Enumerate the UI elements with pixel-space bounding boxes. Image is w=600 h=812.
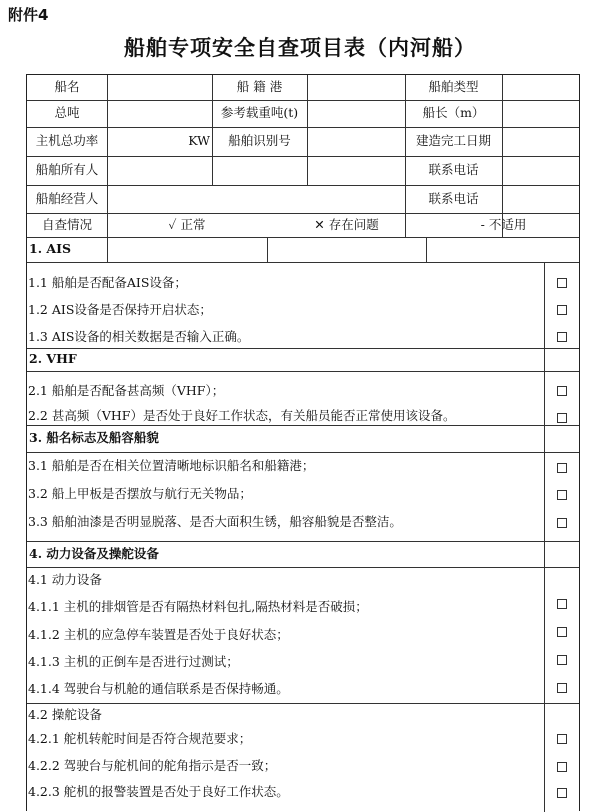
operator-phone-label: 联系电话	[428, 190, 479, 206]
self-check-label: 自查情况	[41, 216, 92, 232]
check-box[interactable]	[557, 655, 567, 665]
owner-phone-label: 联系电话	[428, 162, 479, 178]
section-title: 2. VHF	[29, 351, 77, 367]
legend-normal: ✓ 正常	[168, 216, 206, 232]
list-item: 2.2 甚高频（VHF）是否处于良好工作状态，有关船员能否正常使用该设备。	[28, 407, 456, 423]
check-box[interactable]	[557, 386, 567, 396]
list-item: 4.1.1 主机的排烟管是否有隔热材料包扎,隔热材料是否破损；	[28, 598, 368, 614]
ship-name-label: 船名	[54, 79, 80, 95]
ref-deadweight-label: 参考载重吨(t)	[220, 105, 299, 121]
check-box[interactable]	[557, 463, 567, 473]
check-box[interactable]	[557, 490, 567, 500]
list-item: 1.3 AIS设备的相关数据是否输入正确。	[28, 328, 250, 344]
subsection-title: 4.2 操舵设备	[28, 706, 102, 722]
legend-problem: ✕ 存在问题	[314, 216, 379, 232]
check-box[interactable]	[557, 332, 567, 342]
list-item: 4.1.4 驾驶台与机舱的通信联系是否保持畅通。	[28, 680, 289, 696]
build-date-label: 建造完工日期	[415, 133, 491, 149]
check-box[interactable]	[557, 305, 567, 315]
list-item: 1.1 船舶是否配备AIS设备；	[28, 274, 187, 290]
kw-unit: KW	[188, 133, 210, 149]
main-engine-power-label: 主机总功率	[35, 133, 99, 149]
owner-label: 船舶所有人	[35, 162, 99, 178]
ship-id-label: 船舶识别号	[228, 133, 291, 149]
check-box[interactable]	[557, 413, 567, 423]
check-box[interactable]	[557, 762, 567, 772]
section-title: 4. 动力设备及操舵设备	[29, 545, 159, 561]
attachment-label: 附件4	[8, 6, 49, 24]
list-item: 3.1 船舶是否在相关位置清晰地标识船名和船籍港；	[28, 457, 315, 473]
list-item: 4.1.3 主机的正倒车是否进行过测试；	[28, 653, 239, 669]
section-title: 1. AIS	[29, 241, 71, 257]
ship-type-label: 船舶类型	[428, 79, 479, 95]
legend-na: - 不适用	[480, 216, 527, 232]
list-item: 3.3 船舶油漆是否明显脱落、是否大面积生锈，船容船貌是否整洁。	[28, 513, 402, 529]
subsection-title: 4.1 动力设备	[28, 571, 102, 587]
list-item: 4.2.3 舵机的报警装置是否处于良好工作状态。	[28, 783, 289, 799]
check-box[interactable]	[557, 278, 567, 288]
ship-length-label: 船长（m）	[422, 105, 485, 121]
list-item: 3.2 船上甲板是否摆放与航行无关物品；	[28, 485, 252, 501]
port-registry-label: 船 籍 港	[236, 79, 283, 95]
list-item: 1.2 AIS设备是否保持开启状态；	[28, 301, 212, 317]
list-item: 2.1 船舶是否配备甚高频（VHF）；	[28, 382, 225, 398]
list-item: 4.1.2 主机的应急停车装置是否处于良好状态；	[28, 626, 289, 642]
section-title: 3. 船名标志及船容船貌	[29, 430, 159, 446]
checklist-table	[26, 74, 580, 811]
list-item: 4.2.1 舵机转舵时间是否符合规范要求；	[28, 730, 252, 746]
check-box[interactable]	[557, 627, 567, 637]
operator-label: 船舶经营人	[35, 190, 99, 206]
list-item: 4.2.2 驾驶台与舵机间的舵角指示是否一致；	[28, 757, 277, 773]
check-box[interactable]	[557, 734, 567, 744]
check-box[interactable]	[557, 518, 567, 528]
page-title: 船舶专项安全自查项目表（内河船）	[124, 35, 476, 60]
gross-tonnage-label: 总吨	[54, 105, 80, 121]
check-box[interactable]	[557, 599, 567, 609]
check-box[interactable]	[557, 788, 567, 798]
check-box[interactable]	[557, 683, 567, 693]
